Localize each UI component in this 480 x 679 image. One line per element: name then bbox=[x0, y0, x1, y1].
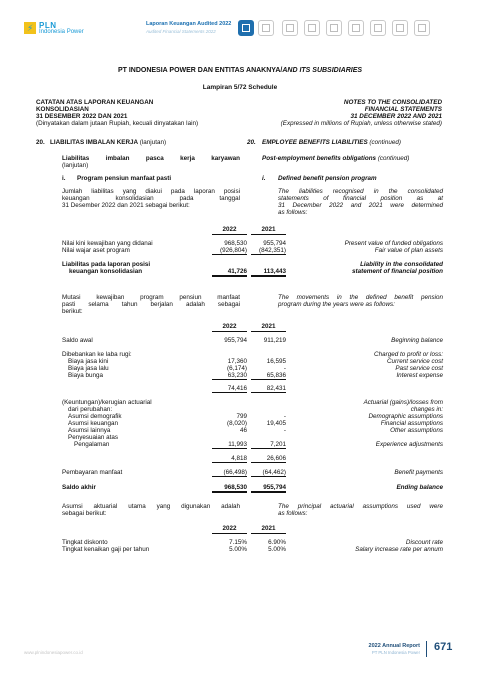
b3-row2-label: Tingkat kenaikan gaji per tahun bbox=[62, 546, 150, 553]
b3-row1-label: Tingkat diskonto bbox=[62, 539, 108, 546]
heading-left-3: 31 DESEMBER 2022 DAN 2021 bbox=[36, 113, 128, 120]
b1-para-left-1: Jumlah liabilitas yang diakui pada laporan posisi bbox=[62, 188, 240, 195]
b2-act2-v2: 19,405 bbox=[266, 420, 286, 427]
b3-row2-v2: 5.00% bbox=[268, 546, 286, 553]
b1-para-left-3: 31 Desember 2022 dan 2021 sebagai berikut: bbox=[62, 202, 190, 209]
leaf-icon[interactable] bbox=[392, 20, 408, 36]
subsection-right-text: Post-employment benefits obligations bbox=[262, 155, 377, 162]
b2-act3-v2: - bbox=[283, 427, 286, 434]
item-number-right: i. bbox=[262, 175, 266, 182]
b3-para-right-2: as follows: bbox=[278, 510, 308, 517]
b2-year-2022: 2022 bbox=[222, 323, 237, 330]
subsection-left-2: (lanjutan) bbox=[62, 162, 89, 169]
b2-para-right-2: program during the years were as follows: bbox=[278, 301, 395, 308]
b2-exp-v1: 11,993 bbox=[212, 441, 247, 449]
b2-actuarial-left-2: dari perubahan: bbox=[68, 406, 113, 413]
b2-year-2021: 2021 bbox=[261, 323, 276, 330]
chart-icon[interactable] bbox=[326, 20, 342, 36]
b2-charged3-v1: 63,230 bbox=[212, 372, 247, 380]
b2-payments-v2: (64,462) bbox=[251, 469, 286, 477]
item-number-left: i. bbox=[62, 175, 66, 182]
section-number-left: 20. bbox=[36, 139, 45, 146]
b2-payments-right: Benefit payments bbox=[394, 469, 443, 476]
b1-row1-v1: 968,530 bbox=[224, 240, 247, 247]
section-title-left-cont: (lanjutan) bbox=[139, 139, 167, 146]
logo-pln: PLN bbox=[39, 21, 57, 30]
b2-charged-right: Charged to profit or loss: bbox=[374, 351, 443, 358]
b3-para-left-1: Asumsi aktuarial utama yang digunakan adalah bbox=[62, 503, 240, 510]
b2-exp-left-1: Penyesuaian atas bbox=[68, 434, 119, 441]
book-icon[interactable] bbox=[258, 20, 274, 36]
b2-act1-right: Demographic assumptions bbox=[368, 413, 443, 420]
b2-saldo-awal-v1: 955,794 bbox=[224, 337, 247, 344]
b2-sub1-v2: 82,431 bbox=[251, 385, 286, 393]
grid-icon[interactable] bbox=[414, 20, 430, 36]
b3-row2-right: Salary increase rate per annum bbox=[355, 546, 443, 553]
company-title bbox=[0, 67, 480, 74]
b2-act1-v2: - bbox=[283, 413, 286, 420]
heading-left-1: CATATAN ATAS LAPORAN KEUANGAN bbox=[36, 99, 154, 106]
heading-left-4: (Dinyatakan dalam jutaan Rupiah, kecuali dinyatakan lain) bbox=[36, 120, 199, 127]
b2-charged2-label: Biaya jasa lalu bbox=[68, 365, 109, 372]
b1-row1-v2: 955,794 bbox=[263, 240, 286, 247]
building-icon[interactable] bbox=[282, 20, 298, 36]
b1-total-left-1: Liabilitas pada laporan posisi bbox=[62, 261, 151, 268]
b1-year-2022: 2022 bbox=[222, 226, 237, 233]
report-title: Laporan Keuangan Audited 2022 bbox=[146, 21, 232, 27]
b2-charged1-v2: 16,595 bbox=[266, 358, 286, 365]
b1-row1-right: Present value of funded obligations bbox=[344, 240, 443, 247]
b2-para-left-3: berikut: bbox=[62, 308, 83, 315]
b3-year-2021: 2021 bbox=[261, 525, 276, 532]
b2-payments-v1: (66,498) bbox=[212, 469, 247, 477]
b2-act2-label: Asumsi keuangan bbox=[68, 420, 119, 427]
b2-exp-left-2: Pengalaman bbox=[74, 441, 110, 448]
footer-annual-report: 2022 Annual Report bbox=[368, 643, 420, 649]
b2-act3-v1: 46 bbox=[239, 427, 247, 434]
b3-row1-v1: 7.15% bbox=[229, 539, 247, 546]
b2-exp-v2: 7,201 bbox=[251, 441, 286, 449]
section-title-left-text: LIABILITAS IMBALAN KERJA bbox=[50, 139, 139, 146]
b2-para-left-2: pasti selama tahun berjalan adalah sebagai bbox=[62, 301, 240, 308]
company-title-en: AND ITS SUBSIDIARIES bbox=[282, 67, 363, 74]
b1-row2-v2: (842,351) bbox=[251, 247, 286, 255]
shield-icon[interactable] bbox=[370, 20, 386, 36]
b2-act2-v1: (8,020) bbox=[227, 420, 247, 427]
item-title-right: Defined benefit pension program bbox=[278, 175, 377, 182]
heading-right-3: 31 DECEMBER 2022 AND 2021 bbox=[350, 113, 442, 120]
section-title-right bbox=[262, 139, 401, 147]
subsection-right-cont: (continued) bbox=[377, 155, 410, 162]
b3-year-2022: 2022 bbox=[222, 525, 237, 532]
b1-row2-right: Fair value of plan assets bbox=[374, 247, 443, 254]
subsection-left-1: Liabilitas imbalan pasca kerja karyawan bbox=[62, 155, 240, 162]
b1-para-left-2: keuangan konsolidasian pada tanggal bbox=[62, 195, 240, 202]
b2-act3-label: Asumsi lainnya bbox=[68, 427, 111, 434]
b2-charged2-v2: - bbox=[283, 365, 286, 372]
b2-charged1-right: Current service cost bbox=[387, 358, 443, 365]
b1-total-v1: 41,726 bbox=[212, 268, 247, 277]
b1-row2-v1: (926,804) bbox=[212, 247, 247, 255]
b2-act1-v1: 799 bbox=[236, 413, 247, 420]
tower-icon[interactable] bbox=[304, 20, 320, 36]
lightning-icon: ⚡ bbox=[27, 23, 34, 33]
b2-para-left-1: Mutasi kewajiban program pensiun manfaat bbox=[62, 294, 240, 301]
b2-sub2-v1: 4,818 bbox=[212, 455, 247, 463]
b1-para-right-1: The liabilities recognised in the consolidated bbox=[278, 188, 443, 195]
b1-row2-label: Nilai wajar aset program bbox=[62, 247, 130, 254]
b2-saldo-awal-v2: 911,219 bbox=[263, 337, 286, 344]
b2-charged1-v1: 17,360 bbox=[227, 358, 247, 365]
report-subtitle: Audited Financial Statements 2022 bbox=[146, 29, 216, 34]
b3-para-left-2: sebagai berikut: bbox=[62, 510, 107, 517]
b3-para-right-1: The principal actuarial assumptions used were bbox=[278, 503, 443, 510]
b1-total-left-2: keuangan konsolidasian bbox=[69, 268, 143, 275]
schedule-title: Lampiran 5/72 Schedule bbox=[202, 84, 278, 91]
b2-act3-right: Other assumptions bbox=[390, 427, 443, 434]
logo-subtitle: Indonesia Power bbox=[39, 29, 84, 35]
subsection-right bbox=[262, 155, 409, 163]
document-icon[interactable] bbox=[238, 20, 254, 36]
b3-row2-v1: 5.00% bbox=[229, 546, 247, 553]
page-number: 671 bbox=[434, 641, 453, 653]
heading-right-4: (Expressed in millions of Rupiah, unless otherwise stated) bbox=[280, 120, 442, 127]
b2-sub1-v1: 74,416 bbox=[212, 385, 247, 393]
footer-divider bbox=[426, 641, 427, 657]
b3-year-line-2 bbox=[251, 533, 286, 534]
b2-actuarial-right-1: Actuarial (gains)/losses from bbox=[363, 399, 443, 406]
b2-charged3-v2: 65,836 bbox=[251, 372, 286, 380]
b1-row1-label: Nilai kini kewajiban yang didanai bbox=[62, 240, 153, 247]
b3-year-line-1 bbox=[212, 533, 247, 534]
b2-ending-v1: 968,530 bbox=[212, 484, 247, 493]
b1-para-right-4: as follows: bbox=[278, 209, 308, 216]
b1-total-right-1: Liability in the consolidated bbox=[360, 261, 443, 268]
b1-total-v2: 113,443 bbox=[251, 268, 286, 277]
b2-charged3-right: Interest expense bbox=[396, 372, 443, 379]
b2-charged-left: Dibebankan ke laba rugi: bbox=[62, 351, 132, 358]
b1-year-line-1 bbox=[212, 234, 247, 235]
b2-charged2-right: Past service cost bbox=[395, 365, 443, 372]
b2-actuarial-left-1: (Keuntungan)/kerugian actuarial bbox=[62, 399, 152, 406]
section-title-right-cont: (continued) bbox=[369, 139, 401, 146]
people-icon[interactable] bbox=[348, 20, 364, 36]
heading-right-1: NOTES TO THE CONSOLIDATED bbox=[343, 99, 442, 106]
b2-act1-label: Asumsi demografik bbox=[68, 413, 122, 420]
b2-charged2-v1: (6,174) bbox=[227, 365, 247, 372]
b2-exp-right: Experience adjustments bbox=[375, 441, 443, 448]
b2-saldo-awal-label: Saldo awal bbox=[62, 337, 93, 344]
item-title-left: Program pensiun manfaat pasti bbox=[77, 175, 172, 182]
b2-payments-label: Pembayaran manfaat bbox=[62, 469, 123, 476]
company-title-id: PT INDONESIA POWER DAN ENTITAS ANAKNYA/ bbox=[117, 67, 283, 74]
b2-year-line-1 bbox=[212, 331, 247, 332]
heading-left-2: KONSOLIDASIAN bbox=[36, 106, 89, 113]
b3-row1-v2: 6.90% bbox=[268, 539, 286, 546]
section-title-left bbox=[50, 139, 166, 147]
section-number-right: 20. bbox=[247, 139, 256, 146]
b2-sub2-v2: 26,606 bbox=[251, 455, 286, 463]
b2-year-line-2 bbox=[251, 331, 286, 332]
b1-para-right-3: 31 December 2022 and 2021 were determined bbox=[278, 202, 443, 209]
b2-charged3-label: Biaya bunga bbox=[68, 372, 104, 379]
b1-para-right-2: statements of financial position as at bbox=[278, 195, 443, 202]
b2-saldo-awal-right: Beginning balance bbox=[391, 337, 443, 344]
b1-year-line-2 bbox=[251, 234, 286, 235]
b2-act2-right: Financial assumptions bbox=[380, 420, 443, 427]
footer-annual-sub: PT PLN Indonesia Power bbox=[371, 650, 420, 655]
b2-ending-v2: 955,794 bbox=[251, 484, 286, 493]
b2-ending-label: Saldo akhir bbox=[62, 484, 96, 491]
section-title-right-text: EMPLOYEE BENEFITS LIABILITIES bbox=[262, 139, 368, 146]
heading-right-2: FINANCIAL STATEMENTS bbox=[364, 106, 442, 113]
b2-para-right-1: The movements in the defined benefit pension bbox=[278, 294, 443, 301]
b1-year-2021: 2021 bbox=[261, 226, 276, 233]
b3-row1-right: Discount rate bbox=[405, 539, 443, 546]
b2-actuarial-right-2: changes in: bbox=[410, 406, 443, 413]
b2-charged1-label: Biaya jasa kini bbox=[68, 358, 109, 365]
b2-ending-right: Ending balance bbox=[396, 484, 443, 491]
b1-total-right-2: statement of financial position bbox=[352, 268, 443, 275]
footer-website[interactable]: www.plnindonesiapower.co.id bbox=[24, 650, 83, 655]
